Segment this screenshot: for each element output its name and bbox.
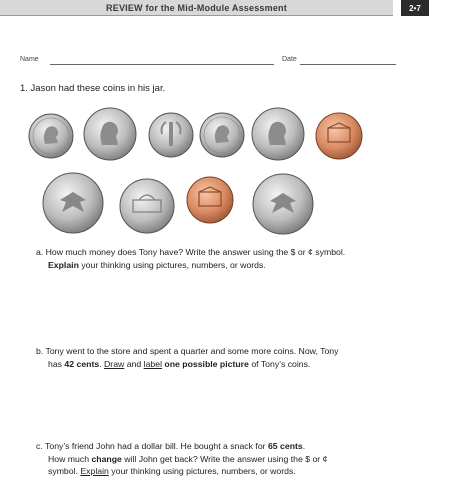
question-b-end: of Tony’s coins. bbox=[248, 358, 311, 369]
question-a-line-2 bbox=[36, 259, 431, 272]
change-keyword: change bbox=[91, 453, 122, 464]
explain-keyword: Explain bbox=[48, 259, 79, 270]
question-b bbox=[36, 345, 431, 370]
quarter-coin-2 bbox=[252, 173, 314, 235]
question-c-line-2-text: will John get back? Write the answer using the $ or ¢ bbox=[121, 453, 328, 464]
question-1-prompt: 1. Jason had these coins in his jar. bbox=[20, 83, 166, 94]
question-c-line-1-text: c. Tony’s friend John had a dollar bill. He bought a snack for bbox=[36, 441, 268, 451]
dime-coin-2 bbox=[148, 112, 194, 158]
penny-coin-1 bbox=[315, 112, 363, 160]
symbol-text: symbol. bbox=[48, 466, 81, 476]
nickel-coin-1 bbox=[83, 107, 137, 161]
how-much-text: How much bbox=[48, 453, 92, 464]
explain-keyword-c: Explain bbox=[80, 466, 109, 476]
question-b-line-2 bbox=[36, 358, 431, 371]
label-keyword: label bbox=[143, 358, 162, 369]
nickel-coin-2 bbox=[251, 107, 305, 161]
question-a-line-1: a. How much money does Tony have? Write the answer using the $ or ¢ symbol. bbox=[36, 247, 346, 257]
question-a bbox=[36, 246, 431, 271]
has-text: has bbox=[48, 358, 65, 369]
question-c-line-2 bbox=[36, 453, 431, 466]
cents-amount: 42 cents bbox=[64, 358, 100, 369]
penny-coin-2 bbox=[186, 176, 234, 224]
question-c-line-1-end: . bbox=[302, 441, 306, 451]
name-field-line[interactable] bbox=[50, 64, 274, 65]
page-header bbox=[0, 0, 465, 16]
one-possible-keyword: one possible picture bbox=[162, 358, 249, 369]
question-c-line-1 bbox=[36, 440, 431, 453]
name-date-row bbox=[20, 56, 403, 68]
dime-coin-1 bbox=[28, 113, 74, 159]
nickel-coin-3 bbox=[119, 178, 175, 234]
question-c bbox=[36, 440, 431, 478]
question-a-line-2-text: your thinking using pictures, numbers, or words. bbox=[78, 259, 266, 270]
header-title: REVIEW for the Mid-Module Assessment bbox=[0, 0, 393, 16]
date-field-line[interactable] bbox=[300, 64, 396, 65]
dime-coin-3 bbox=[199, 112, 245, 158]
snack-cost: 65 cents bbox=[267, 441, 303, 451]
and-text: and bbox=[124, 358, 144, 369]
question-c-line-3-text: your thinking using pictures, numbers, or words. bbox=[108, 466, 296, 476]
question-c-line-3 bbox=[36, 465, 431, 478]
quarter-coin-1 bbox=[42, 172, 104, 234]
draw-keyword: Draw bbox=[104, 358, 125, 369]
date-label: Date bbox=[282, 56, 297, 63]
question-b-line-1: b. Tony went to the store and spent a quarter and some more coins. Now, Tony bbox=[36, 346, 339, 356]
period-text: . bbox=[99, 358, 105, 369]
name-label: Name bbox=[20, 56, 39, 63]
lesson-badge: 2•7 bbox=[401, 0, 429, 16]
